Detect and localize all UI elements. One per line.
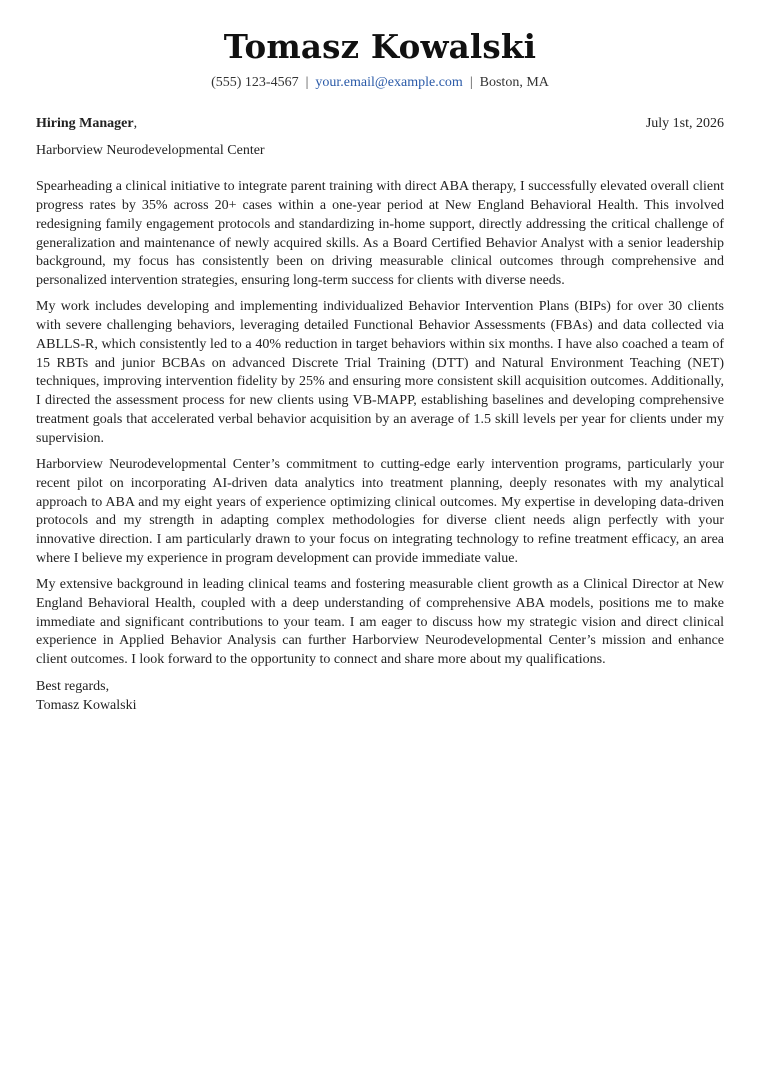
applicant-name: Tomasz Kowalski — [223, 27, 537, 66]
phone-number: (555) 123-4567 — [211, 75, 299, 90]
letter-date: July 1st, 2026 — [645, 116, 724, 131]
signature-name: Tomasz Kowalski — [36, 698, 137, 714]
cover-letter — [36, 26, 724, 715]
location: Boston, MA — [479, 75, 549, 90]
salutation-punct: , — [133, 116, 138, 131]
body-paragraph: My work includes developing and implementing individualized Behavior Intervention Plans (BIPs) for over 30 clients with severe challenging behaviors, leveraging detailed Functional Behavior Assessments (FBAs) and data collected via ABLLS-R, which consistently led to a 40% reduction in target behaviors within six months. I have also coached a team of 15 RBTs and junior BCBAs on advanced Discrete Trial Training (DTT) and Natural Environment Teaching (NET) techniques, improving intervention fidelity by 25% and ensuring more consistent skill acquisition outcomes. Additionally, I directed the assessment process for new clients using VB-MAPP, establishing baselines and developing comprehensive treatment goals that accelerated verbal behavior acquisition by an average of 1.5 skill levels per year for clients under my supervision. — [36, 299, 724, 446]
valediction: Best regards, — [36, 679, 110, 695]
salutation-name: Hiring Manager — [36, 116, 134, 131]
letter-closing — [36, 677, 724, 715]
body-paragraph: Harborview Neurodevelopmental Center’s commitment to cutting-edge early intervention programs, particularly your recent pilot on incorporating AI-driven data analytics into treatment planning, deeply resonates with my analytical approach to ABA and my eight years of experience optimizing clinical outcomes. My expertise in developing data-driven protocols and my strength in adapting complex methodologies for diverse client needs align perfectly with your innovative direction. I am particularly drawn to your focus on integrating technology to refine treatment efficacy, an area where I believe my experience in program development can provide immediate value. — [36, 456, 724, 567]
recipient-company: Harborview Neurodevelopmental Center — [36, 143, 265, 158]
email-link[interactable]: your.email@example.com — [315, 75, 463, 90]
contact-separator: | — [305, 75, 309, 90]
body-paragraph: My extensive background in leading clinical teams and fostering measurable client growth as a Clinical Director at New England Behavioral Health, coupled with a deep understanding of comprehensive ABA models, positions me to make immediate and significant contributions to your team. I am eager to discuss how my strategic vision and direct clinical experience in Applied Behavior Analysis can further Harborview Neurodevelopmental Center’s mission and enhance client outcomes. I look forward to the opportunity to connect and share more about my qualifications. — [36, 576, 724, 668]
letter-body — [36, 178, 724, 670]
recipient-row — [36, 114, 724, 133]
salutation — [36, 114, 137, 133]
contact-separator: | — [469, 75, 473, 90]
contact-line — [36, 73, 724, 93]
body-paragraph: Spearheading a clinical initiative to integrate parent training with direct ABA therapy, I successfully elevated overall client progress rates by 35% across 20+ cases within a one-year period at New England Behavioral Health. This involved redesigning family engagement protocols and standardizing in-home support, directly addressing the critical challenge of generalization and maintenance of newly acquired skills. As a Board Certified Behavior Analyst with a senior leadership background, my focus has consistently been on driving measurable clinical outcomes through comprehensive and personalized intervention strategies, ensuring long-term success for clients with diverse needs. — [36, 179, 724, 289]
